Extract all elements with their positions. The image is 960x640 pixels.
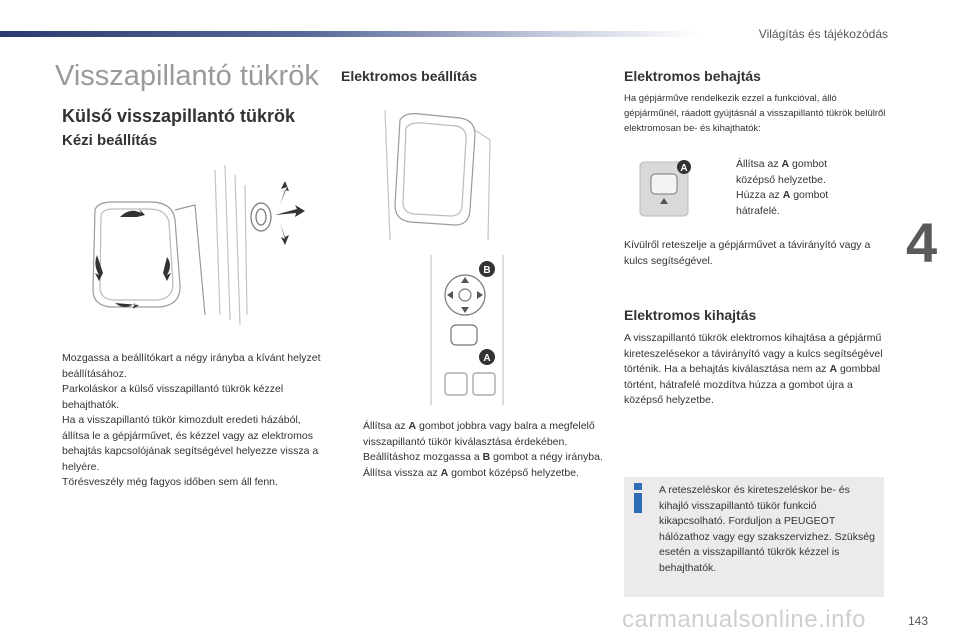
paragraph: Ha a visszapillantó tükör kimozdult eredeti házából, állítsa le a gépjárművet, és kézzel vagy az elektromos behajtás kapcsolójának segítségével helyezze vissza a helyére. — [62, 414, 319, 473]
list-item: Állítsa az A gombot jobbra vagy balra a megfelelő visszapillantó tükör kiválasztása érdekében. — [363, 420, 595, 448]
label-a: A — [483, 353, 491, 364]
paragraph: Törésveszély még fagyos időben sem áll fenn. — [62, 476, 278, 488]
remote-text: Kívülről reteszelje a gépjárművet a távirányító vagy a kulcs segítségével. — [624, 239, 871, 267]
fold-bullet-list — [714, 157, 864, 219]
list-item: Állítsa vissza az A gombot középső helyzetbe. — [363, 466, 579, 479]
header-bar — [0, 31, 700, 37]
watermark: carmanualsonline.info — [622, 606, 866, 633]
left-heading: Külső visszapillantó tükrök — [62, 106, 296, 126]
fold-heading: Elektromos behajtás — [624, 68, 761, 84]
page-title: Visszapillantó tükrök — [55, 60, 319, 92]
fold-button-illustration — [638, 158, 696, 218]
middle-bullet-list — [341, 419, 603, 481]
left-body — [62, 351, 324, 491]
page-number: 143 — [908, 614, 929, 628]
paragraph: Parkoláskor a külső visszapillantó tükrök kézzel behajthatók. — [62, 383, 284, 411]
unfold-text: A visszapillantó tükrök elektromos kihajtása a gépjármű kireteszelésekor a távirányító vagy a kulcs segítségével történik. Ha a behajtás kiválasztása nem az A gombbal történt, hátrafelé mozdítva húzza a gombot újra a középső helyzetbe. — [624, 332, 883, 406]
list-item: Beállításhoz mozgassa a B gombot a négy irányba. — [363, 451, 603, 463]
info-icon — [631, 483, 645, 513]
label-a: A — [680, 163, 688, 174]
unfold-heading: Elektromos kihajtás — [624, 307, 757, 323]
electric-mirror-illustration — [370, 100, 510, 240]
section-title: Világítás és tájékozódás — [758, 27, 888, 41]
info-box — [624, 477, 884, 597]
manual-mirror-illustration — [75, 165, 325, 325]
chapter-number: 4 — [906, 211, 938, 274]
paragraph: Mozgassa a beállítókart a négy irányba a kívánt helyzet beállításához. — [62, 352, 321, 380]
label-b: B — [483, 265, 491, 276]
middle-heading: Elektromos beállítás — [341, 68, 478, 84]
list-item: Húzza az A gombot hátrafelé. — [736, 189, 829, 217]
list-item: Állítsa az A gombot középső helyzetbe. — [736, 158, 828, 186]
left-subheading: Kézi beállítás — [62, 132, 158, 149]
info-text: A reteszeléskor és kireteszeléskor be- és kihajló visszapillantó tükör funkció kikapcsolható. Forduljon a PEUGEOT hálózathoz vagy egy szakszervizhez. Szükség esetén a visszapillantó tükrök kézzel is behajthatók. — [659, 484, 875, 574]
control-panel-illustration — [425, 255, 510, 405]
fold-intro: Ha gépjárműve rendelkezik ezzel a funkcióval, álló gépjárműnél, ráadott gyújtásnál a visszapillantó tükrök belülről elektromosan be- és kihajthatók: — [624, 93, 886, 134]
